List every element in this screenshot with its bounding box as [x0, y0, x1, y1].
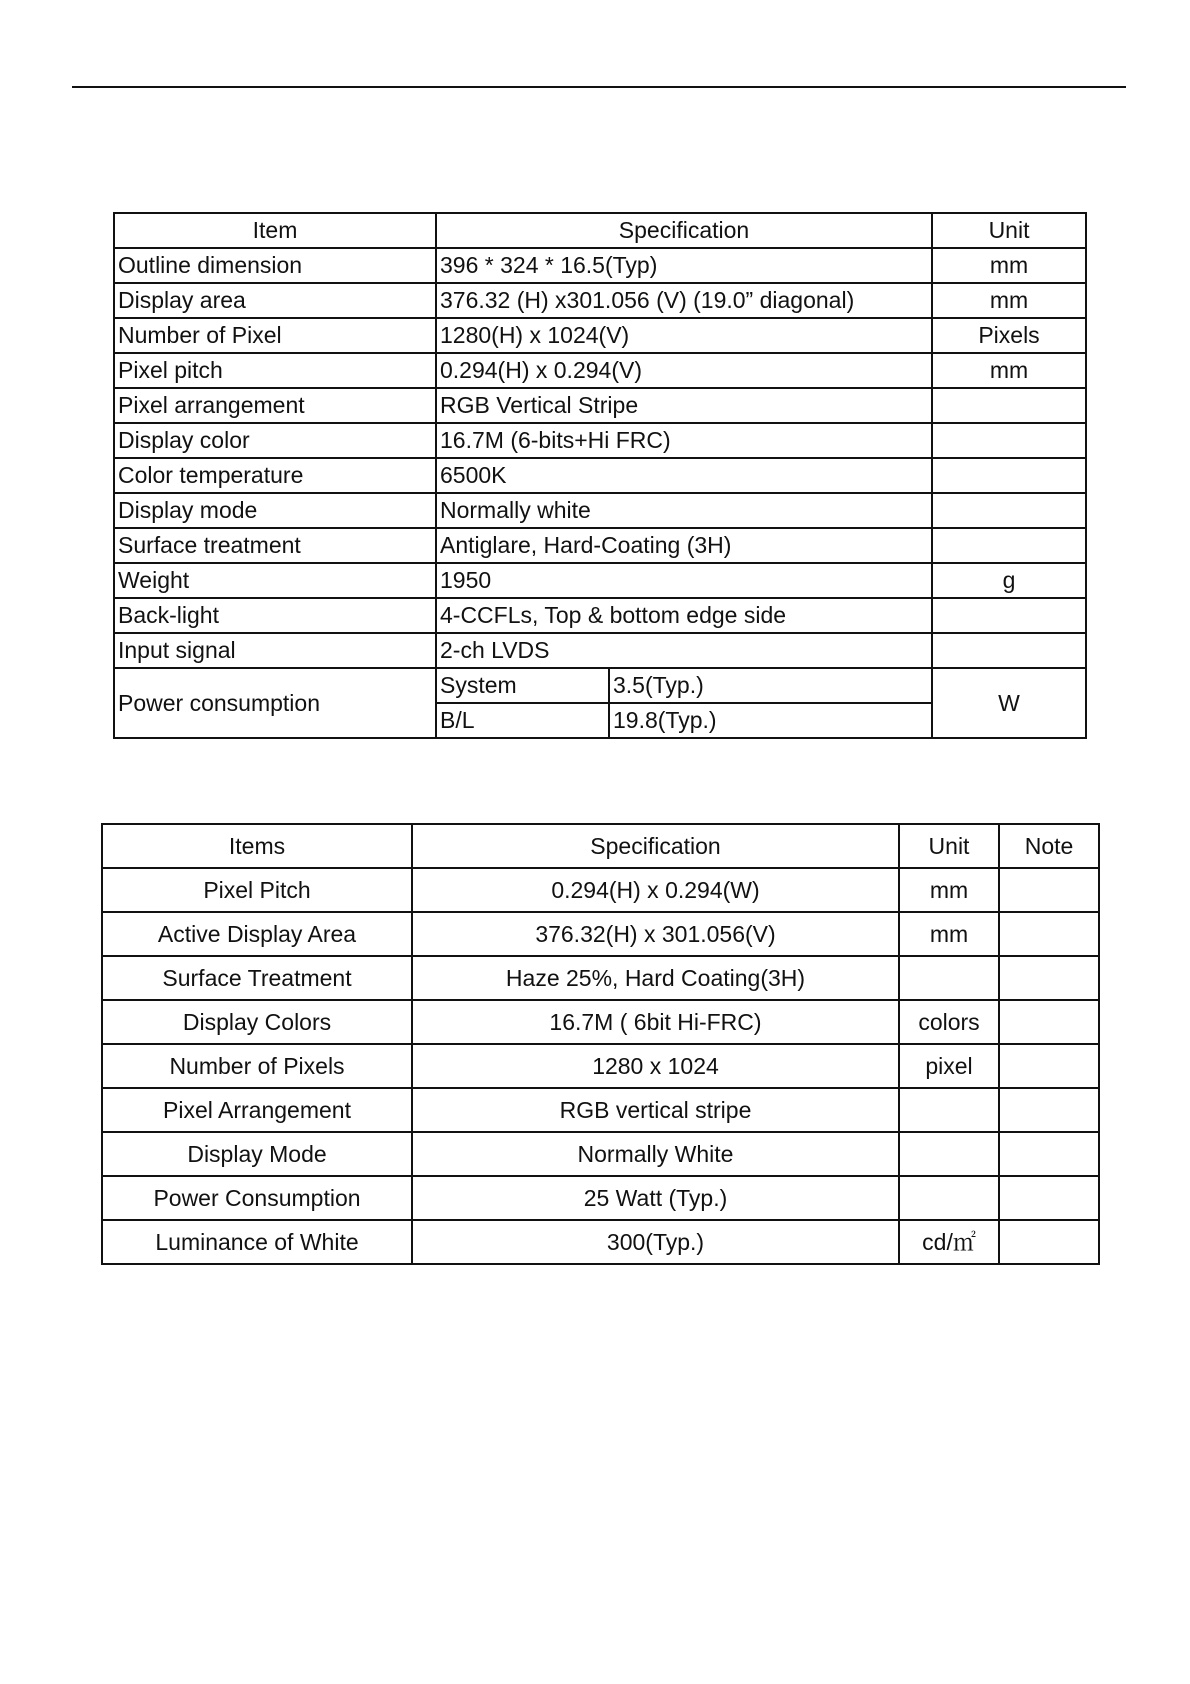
unit-cell: [932, 528, 1086, 563]
item-cell: Power Consumption: [102, 1176, 412, 1220]
spec-cell: RGB Vertical Stripe: [436, 388, 932, 423]
item-cell: Pixel pitch: [114, 353, 436, 388]
unit-cell: [932, 598, 1086, 633]
unit-cell: [932, 493, 1086, 528]
spec-table-1: [113, 212, 1087, 739]
table-row: [114, 423, 1086, 458]
note-cell: [999, 1088, 1099, 1132]
table-row: [102, 868, 1099, 912]
unit-cell: [899, 1088, 999, 1132]
spec-cell: Antiglare, Hard-Coating (3H): [436, 528, 932, 563]
unit-cell: colors: [899, 1000, 999, 1044]
unit-cell: mm: [899, 912, 999, 956]
note-cell: [999, 1000, 1099, 1044]
item-cell: Pixel Arrangement: [102, 1088, 412, 1132]
spec-cell: 376.32(H) x 301.056(V): [412, 912, 899, 956]
power-unit-cell: W: [932, 668, 1086, 738]
item-cell: Input signal: [114, 633, 436, 668]
table-row: [114, 388, 1086, 423]
table-row: [114, 493, 1086, 528]
item-cell: Display color: [114, 423, 436, 458]
spec-cell: 6500K: [436, 458, 932, 493]
spec-cell: 2-ch LVDS: [436, 633, 932, 668]
table-row: [102, 956, 1099, 1000]
table-row: [102, 1000, 1099, 1044]
unit-cell: cd/㎡: [899, 1220, 999, 1264]
power-system-label: System: [436, 668, 609, 703]
unit-cell: pixel: [899, 1044, 999, 1088]
table-row: [102, 1088, 1099, 1132]
spec-cell: 300(Typ.): [412, 1220, 899, 1264]
header-unit: Unit: [899, 824, 999, 868]
item-cell: Outline dimension: [114, 248, 436, 283]
spec-cell: RGB vertical stripe: [412, 1088, 899, 1132]
unit-cell: mm: [932, 353, 1086, 388]
power-item-cell: Power consumption: [114, 668, 436, 738]
header-unit: Unit: [932, 213, 1086, 248]
unit-cell: g: [932, 563, 1086, 598]
note-cell: [999, 912, 1099, 956]
item-cell: Pixel arrangement: [114, 388, 436, 423]
note-cell: [999, 868, 1099, 912]
spec-cell: 1280(H) x 1024(V): [436, 318, 932, 353]
item-cell: Display mode: [114, 493, 436, 528]
unit-cell: [932, 423, 1086, 458]
table-row: [102, 1044, 1099, 1088]
table-row: [114, 458, 1086, 493]
table-row: [114, 318, 1086, 353]
note-cell: [999, 956, 1099, 1000]
item-cell: Weight: [114, 563, 436, 598]
item-cell: Surface treatment: [114, 528, 436, 563]
spec-cell: 376.32 (H) x301.056 (V) (19.0” diagonal): [436, 283, 932, 318]
item-cell: Display Colors: [102, 1000, 412, 1044]
item-cell: Active Display Area: [102, 912, 412, 956]
unit-cell: [899, 1132, 999, 1176]
header-specification: Specification: [436, 213, 932, 248]
spec-cell: 0.294(H) x 0.294(V): [436, 353, 932, 388]
unit-cell: [899, 1176, 999, 1220]
item-cell: Number of Pixels: [102, 1044, 412, 1088]
table-row: [114, 353, 1086, 388]
table-row: [114, 283, 1086, 318]
unit-cell: [932, 633, 1086, 668]
table-row: [102, 912, 1099, 956]
table-header-row: [114, 213, 1086, 248]
spec-cell: 1280 x 1024: [412, 1044, 899, 1088]
spec-cell: Haze 25%, Hard Coating(3H): [412, 956, 899, 1000]
spec-cell: 16.7M ( 6bit Hi-FRC): [412, 1000, 899, 1044]
item-cell: Luminance of White: [102, 1220, 412, 1264]
table-row: [114, 563, 1086, 598]
item-cell: Pixel Pitch: [102, 868, 412, 912]
item-cell: Display Mode: [102, 1132, 412, 1176]
note-cell: [999, 1044, 1099, 1088]
table-header-row: [102, 824, 1099, 868]
unit-cell: [932, 388, 1086, 423]
table-row: [114, 528, 1086, 563]
header-note: Note: [999, 824, 1099, 868]
header-specification: Specification: [412, 824, 899, 868]
power-bl-value: 19.8(Typ.): [609, 703, 932, 738]
unit-cell: Pixels: [932, 318, 1086, 353]
spec-cell: 0.294(H) x 0.294(W): [412, 868, 899, 912]
spec-cell: 4-CCFLs, Top & bottom edge side: [436, 598, 932, 633]
table-row: [102, 1132, 1099, 1176]
unit-cell: mm: [899, 868, 999, 912]
spec-cell: 25 Watt (Typ.): [412, 1176, 899, 1220]
note-cell: [999, 1132, 1099, 1176]
power-bl-label: B/L: [436, 703, 609, 738]
unit-cell: mm: [932, 248, 1086, 283]
unit-cell: [899, 956, 999, 1000]
item-cell: Surface Treatment: [102, 956, 412, 1000]
item-cell: Number of Pixel: [114, 318, 436, 353]
table-row: [102, 1220, 1099, 1264]
table-row: [114, 633, 1086, 668]
table-row: [114, 248, 1086, 283]
spec-table-1-body: [114, 213, 1086, 738]
spec-cell: Normally white: [436, 493, 932, 528]
note-cell: [999, 1220, 1099, 1264]
table-row: [102, 1176, 1099, 1220]
unit-cell: [932, 458, 1086, 493]
note-cell: [999, 1176, 1099, 1220]
spec-cell: 396 * 324 * 16.5(Typ): [436, 248, 932, 283]
spec-cell: 1950: [436, 563, 932, 598]
spec-table-2: [101, 823, 1100, 1265]
header-item: Item: [114, 213, 436, 248]
unit-cell: mm: [932, 283, 1086, 318]
table-row: [114, 598, 1086, 633]
item-cell: Display area: [114, 283, 436, 318]
header-rule: [72, 86, 1126, 88]
item-cell: Color temperature: [114, 458, 436, 493]
power-row-system: [114, 668, 1086, 703]
power-system-value: 3.5(Typ.): [609, 668, 932, 703]
spec-cell: Normally White: [412, 1132, 899, 1176]
header-items: Items: [102, 824, 412, 868]
spec-table-2-body: [102, 824, 1099, 1264]
spec-cell: 16.7M (6-bits+Hi FRC): [436, 423, 932, 458]
item-cell: Back-light: [114, 598, 436, 633]
